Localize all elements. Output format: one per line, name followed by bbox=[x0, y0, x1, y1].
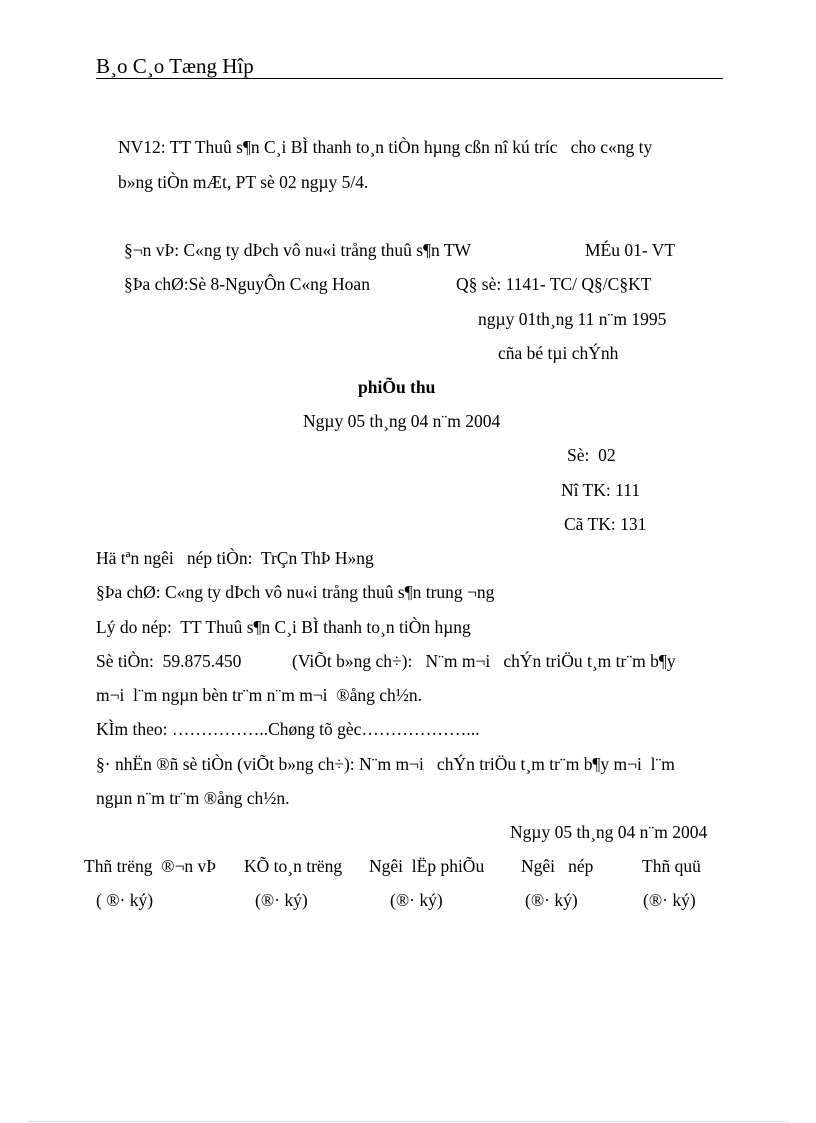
received-amount-line-1: §· nhËn ®ñ sè tiÒn (viÕt b»ng ch÷): N¨m m¬i chÝn triÖu t¸m tr¨m b¶y m¬i l¨m bbox=[96, 754, 675, 774]
form-number: MÉu 01- VT bbox=[585, 240, 676, 260]
received-amount-line-2: ngµn n¨m tr¨m ®ång ch½n. bbox=[96, 788, 290, 808]
amount-in-words-line-2: m¬i l¨m ngµn bèn tr¨m n¨m m¬i ®ång ch½n. bbox=[96, 685, 422, 705]
amount-in-words-line-1: (ViÕt b»ng ch÷): N¨m m¬i chÝn triÖu t¸m tr¨m b¶y bbox=[292, 651, 676, 671]
payer-name: Hä tªn ngêi nép tiÒn: TrÇn ThÞ H»ng bbox=[96, 548, 374, 568]
signature-role-cashier: Thñ quü bbox=[642, 856, 701, 876]
decision-date: ngµy 01th¸ng 11 n¨m 1995 bbox=[478, 309, 667, 329]
task-description-line-2: b»ng tiÒn mÆt, PT sè 02 ngµy 5/4. bbox=[118, 172, 369, 192]
signature-role-unit-head: Thñ trëng ®¬n vÞ bbox=[84, 856, 217, 876]
debit-account: Nî TK: 111 bbox=[561, 480, 641, 500]
header-rule bbox=[96, 78, 723, 79]
signature-note-payer: (®· ký) bbox=[525, 890, 578, 910]
signature-date: Ngµy 05 th¸ng 04 n¨m 2004 bbox=[510, 822, 708, 842]
receipt-title: phiÕu thu bbox=[358, 377, 436, 397]
amount-figures: Sè tiÒn: 59.875.450 bbox=[96, 651, 242, 671]
payer-address: §Þa chØ: C«ng ty dÞch vô nu«i trång thuû s¶n trung ¬ng bbox=[96, 582, 495, 602]
unit-name: §¬n vÞ: C«ng ty dÞch vô nu«i trång thuû s¶n TW bbox=[124, 240, 472, 260]
signature-note-chief-accountant: (®· ký) bbox=[255, 890, 308, 910]
page-bottom-border bbox=[28, 1121, 788, 1122]
receipt-date: Ngµy 05 th¸ng 04 n¨m 2004 bbox=[303, 411, 501, 431]
signature-note-preparer: (®· ký) bbox=[390, 890, 443, 910]
unit-address: §Þa chØ:Sè 8-NguyÔn C«ng Hoan bbox=[124, 274, 370, 294]
credit-account: Cã TK: 131 bbox=[564, 514, 647, 534]
document-header-title: B¸o C¸o Tæng Hîp bbox=[96, 54, 254, 78]
signature-role-chief-accountant: KÕ to¸n trëng bbox=[244, 856, 343, 876]
payment-reason: Lý do nép: TT Thuû s¶n C¸i BÌ thanh to¸n tiÒn hµng bbox=[96, 617, 471, 637]
signature-note-unit-head: ( ®· ký) bbox=[96, 890, 154, 910]
signature-role-payer: Ngêi nép bbox=[521, 856, 594, 876]
signature-note-cashier: (®· ký) bbox=[643, 890, 696, 910]
decision-issuer: cña bé tµi chÝnh bbox=[498, 343, 619, 363]
task-description-line-1: NV12: TT Thuû s¶n C¸i BÌ thanh to¸n tiÒn hµng cßn nî kú tríc cho c«ng ty bbox=[118, 137, 653, 157]
attached-documents: KÌm theo: ……………..Chøng tõ gèc………………... bbox=[96, 719, 480, 739]
receipt-number: Sè: 02 bbox=[567, 445, 616, 465]
decision-number: Q§ sè: 1141- TC/ Q§/C§KT bbox=[456, 274, 652, 294]
signature-role-preparer: Ngêi lËp phiÕu bbox=[369, 856, 485, 876]
